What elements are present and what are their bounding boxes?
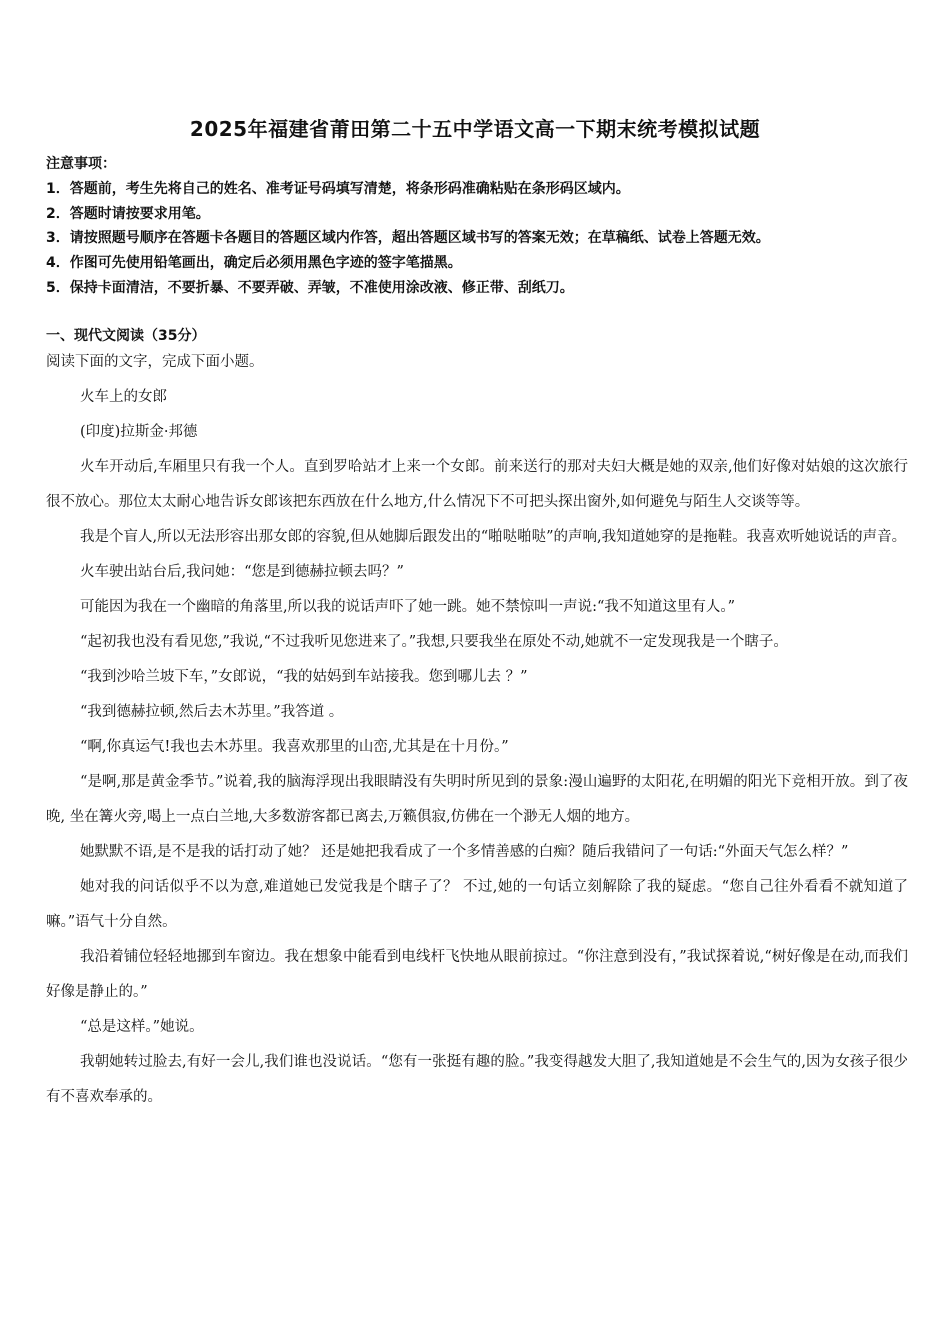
story-author: (印度)拉斯金·邦德 xyxy=(80,424,198,440)
notes-item: 4．作图可先使用铅笔画出，确定后必须用黑色字迹的签字笔描黑。 xyxy=(46,255,462,272)
page-title: 2025年福建省莆田第二十五中学语文高一下期末统考模拟试题 xyxy=(189,117,761,141)
story-paragraph: 火车驶出站台后,我问她：“您是到德赫拉顿去吗？” xyxy=(80,564,404,580)
story-paragraph: 火车开动后,车厢里只有我一个人。直到罗哈站才上来一个女郎。前来送行的那对夫妇大概是她的双亲,他们好像对姑娘的这次旅行很不放心。那位太太耐心地告诉女郎该把东西放在什么地方,什么情况下不可把头探出窗外,如何避免与陌生人交谈等等。 xyxy=(46,459,908,510)
story-paragraph: 我朝她转过脸去,有好一会儿,我们谁也没说话。“您有一张挺有趣的脸。”我变得越发大胆了,我知道她是不会生气的,因为女孩子很少有不喜欢奉承的。 xyxy=(46,1054,908,1105)
notes-heading: 注意事项： xyxy=(46,156,116,172)
story-title: 火车上的女郎 xyxy=(80,389,167,405)
story-paragraph: “我到沙哈兰坡下车，”女郎说，“我的姑妈到车站接我。您到哪儿去 ？” xyxy=(80,669,528,685)
section-instruction: 阅读下面的文字，完成下面小题。 xyxy=(46,354,264,370)
notes-item: 3．请按照题号顺序在答题卡各题目的答题区域内作答，超出答题区域书写的答案无效；在草稿纸、试卷上答题无效。 xyxy=(46,230,770,247)
notes-item: 1．答题前，考生先将自己的姓名、准考证号码填写清楚，将条形码准确粘贴在条形码区域内。 xyxy=(46,180,630,197)
story-paragraph: 她默默不语,是不是我的话打动了她？ 还是她把我看成了一个多情善感的白痴？随后我错问了一句话:“外面天气怎么样？” xyxy=(80,844,849,860)
story-paragraph: “总是这样。”她说。 xyxy=(80,1019,204,1035)
story-paragraph: 我是个盲人,所以无法形容出那女郎的容貌,但从她脚后跟发出的“啪哒啪哒”的声响,我知道她穿的是拖鞋。我喜欢听她说话的声音。 xyxy=(80,529,907,545)
story-paragraph: “起初我也没有看见您,”我说,“不过我听见您进来了。”我想,只要我坐在原处不动,她就不一定发现我是一个瞎子。 xyxy=(80,634,788,650)
story-paragraph: 我沿着铺位轻轻地挪到车窗边。我在想象中能看到电线杆飞快地从眼前掠过。“你注意到没有，”我试探着说,“树好像是在动,而我们好像是静止的。” xyxy=(46,949,908,1000)
story-paragraph: “啊,你真运气!我也去木苏里。我喜欢那里的山峦,尤其是在十月份。” xyxy=(80,739,509,755)
notes-block xyxy=(46,152,916,301)
notes-item: 5．保持卡面清洁，不要折暴、不要弄破、弄皱，不准使用涂改液、修正带、刮纸刀。 xyxy=(46,279,574,296)
story-paragraph: “是啊,那是黄金季节。”说着,我的脑海浮现出我眼睛没有失明时所见到的景象:漫山遍野的太阳花,在明媚的阳光下竞相开放。到了夜晚, 坐在篝火旁,喝上一点白兰地,大多数游客都已离去,万籁俱寂,仿佛在一个渺无人烟的地方。 xyxy=(46,774,908,825)
section-heading: 一、现代文阅读（35分） xyxy=(46,328,206,344)
story-paragraph: 她对我的问话似乎不以为意,难道她已发觉我是个瞎子了？ 不过,她的一句话立刻解除了我的疑虑。“您自己往外看看不就知道了嘛。”语气十分自然。 xyxy=(46,879,908,930)
notes-item: 2．答题时请按要求用笔。 xyxy=(46,205,210,222)
story-body xyxy=(46,380,908,1115)
story-paragraph: “我到德赫拉顿,然后去木苏里。”我答道 。 xyxy=(80,704,344,720)
story-paragraph: 可能因为我在一个幽暗的角落里,所以我的说话声吓了她一跳。她不禁惊叫一声说:“我不知道这里有人。” xyxy=(80,599,736,615)
